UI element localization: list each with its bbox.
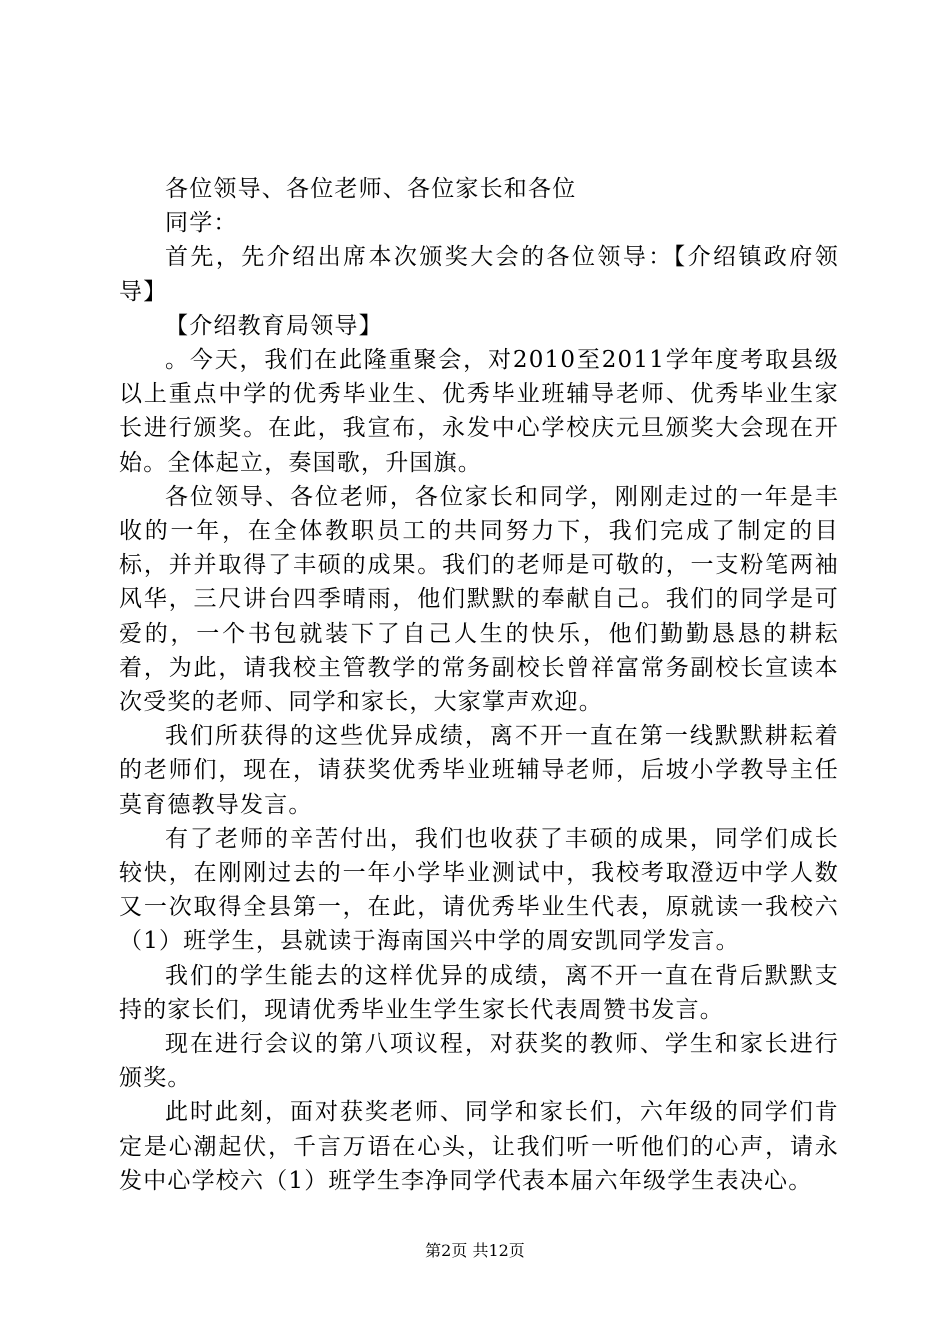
paragraph-parent-speech: 我们的学生能去的这样优异的成绩，离不开一直在背后默默支持的家长们，现请优秀毕业生学生家长代表周赞书发言。 bbox=[119, 962, 839, 1023]
document-body bbox=[119, 172, 839, 1198]
paragraph-student-speech: 有了老师的辛苦付出，我们也收获了丰硕的成果，同学们成长较快，在刚刚过去的一年小学毕业测试中，我校考取澄迈中学人数又一次取得全县第一，在此，请优秀毕业生代表，原就读一我校六（1）班学生，县就读于海南国兴中学的周安凯同学发言。 bbox=[119, 825, 839, 955]
paragraph-opening: 。今天，我们在此隆重聚会，对2010至2011学年度考取县级以上重点中学的优秀毕业生、优秀毕业班辅导老师、优秀毕业生家长进行颁奖。在此，我宣布，永发中心学校庆元旦颁奖大会现在开始。全体起立，奏国歌，升国旗。 bbox=[119, 347, 839, 476]
paragraph-greeting-cont: 同学： bbox=[165, 210, 238, 237]
paragraph-introduce-leaders: 首先，先介绍出席本次颁奖大会的各位领导：【介绍镇政府领导】 bbox=[119, 244, 839, 305]
page-number-footer: 第2页 共12页 bbox=[425, 1241, 525, 1260]
paragraph-introduce-education-bureau: 【介绍教育局领导】 bbox=[165, 312, 383, 339]
paragraph-teacher-speech: 我们所获得的这些优异成绩，离不开一直在第一线默默耕耘着的老师们，现在，请获奖优秀毕业班辅导老师，后坡小学教导主任莫育德教导发言。 bbox=[119, 723, 839, 818]
paragraph-harvest-year: 各位领导、各位老师，各位家长和同学，刚刚走过的一年是丰收的一年，在全体教职员工的共同努力下，我们完成了制定的目标，并并取得了丰硕的成果。我们的老师是可敬的，一支粉笔两袖风华，三尺讲台四季晴雨，他们默默的奉献自己。我们的同学是可爱的，一个书包就装下了自己人生的快乐，他们勤勤恳恳的耕耘着，为此，请我校主管教学的常务副校长曾祥富常务副校长宣读本次受奖的老师、同学和家长，大家掌声欢迎。 bbox=[119, 483, 839, 716]
paragraph-grade-six-pledge: 此时此刻，面对获奖老师、同学和家长们，六年级的同学们肯定是心潮起伏，千言万语在心头，让我们听一听他们的心声，请永发中心学校六（1）班学生李净同学代表本届六年级学生表决心。 bbox=[119, 1099, 839, 1194]
paragraph-greeting: 各位领导、各位老师、各位家长和各位 bbox=[165, 176, 577, 202]
paragraph-award-ceremony: 现在进行会议的第八项议程，对获奖的教师、学生和家长进行颁奖。 bbox=[119, 1031, 839, 1092]
